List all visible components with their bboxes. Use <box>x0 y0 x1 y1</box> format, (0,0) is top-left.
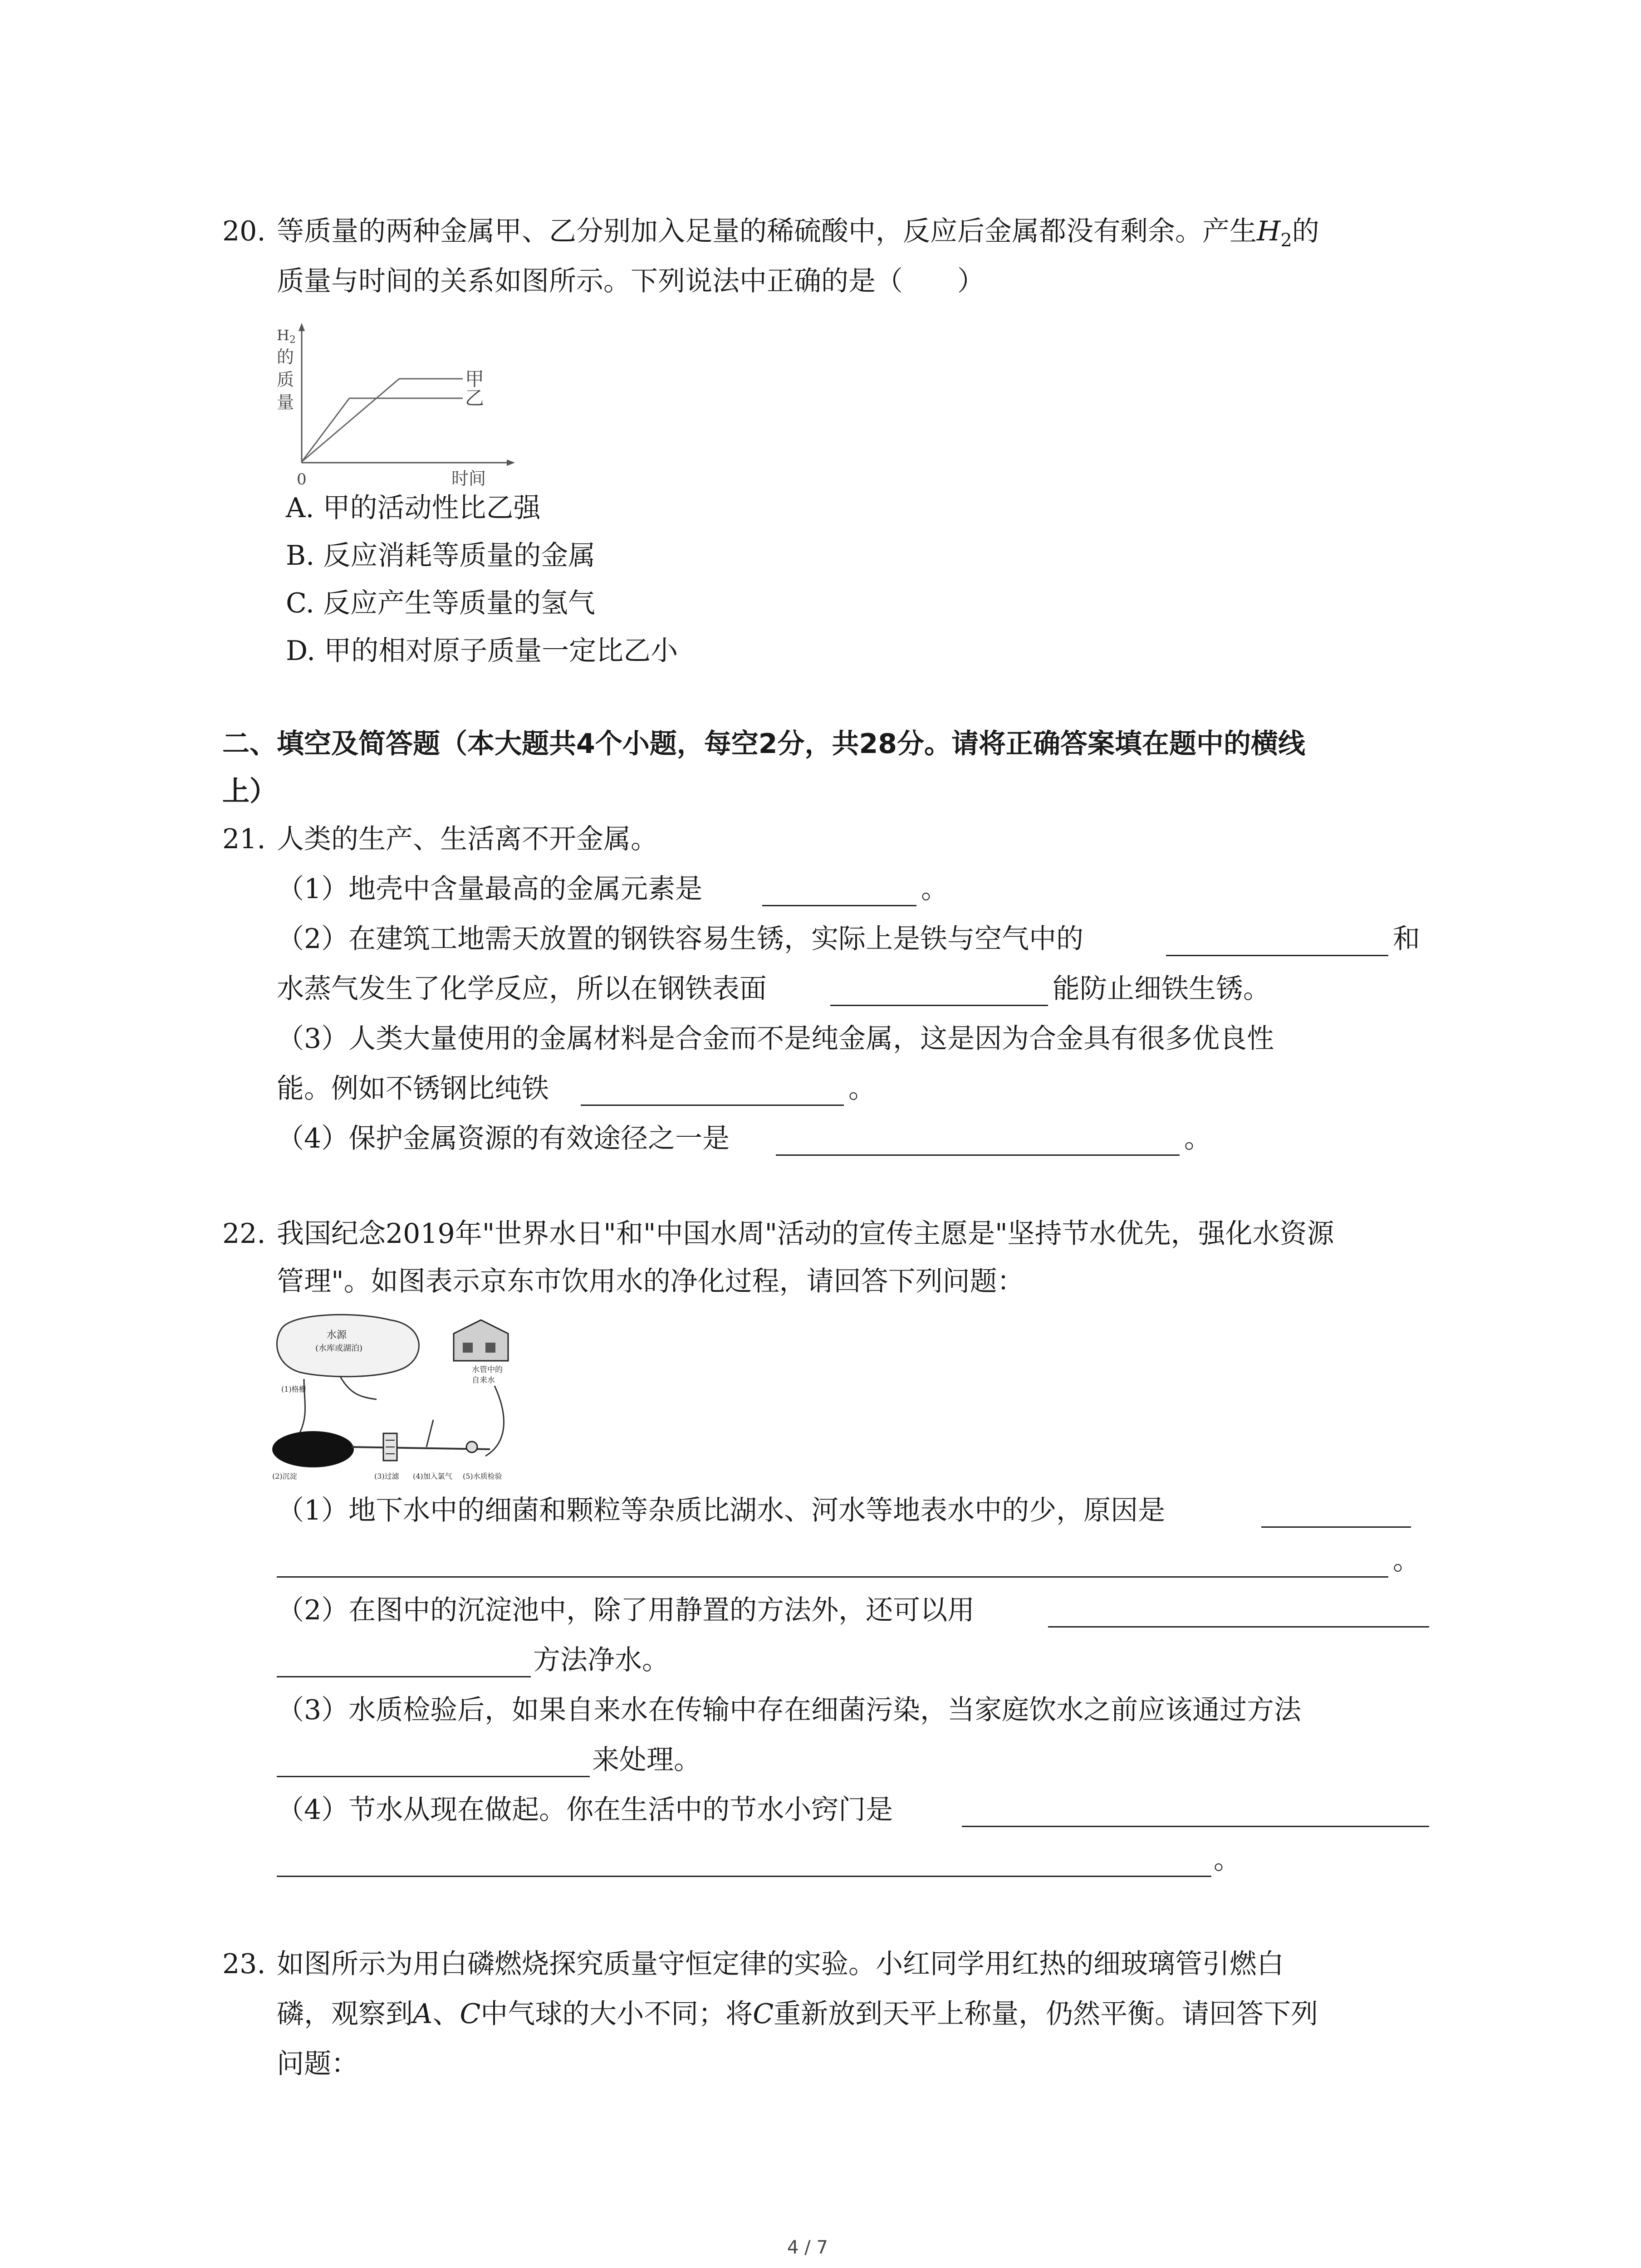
q22-p1-end: 。 <box>1393 1545 1420 1576</box>
q22-blank-3[interactable] <box>277 1776 590 1777</box>
y-axis-arrow <box>299 323 305 331</box>
house-window-1 <box>463 1343 473 1353</box>
q22-stem-line1: 我国纪念2019年"世界水日"和"中国水周"活动的宣传主愿是"坚持节水优先，强化水资源 <box>277 1218 1334 1250</box>
series-jia-label: 甲 <box>465 368 485 390</box>
q21-p1-end: 。 <box>921 873 948 905</box>
q22-blank-2a[interactable] <box>1048 1626 1429 1628</box>
y-label-h: H2 <box>277 327 296 346</box>
q21-stem: 人类的生产、生活离不开金属。 <box>277 823 658 855</box>
q22-blank-1a[interactable] <box>1261 1526 1411 1528</box>
q20-chart <box>272 318 526 499</box>
series-yi-label: 乙 <box>465 387 485 409</box>
section2-title-line2: 上） <box>222 776 277 807</box>
q21-blank-5[interactable] <box>776 1154 1180 1156</box>
q20-option-a: A. 甲的活动性比乙强 <box>286 492 541 524</box>
q21-blank-2[interactable] <box>1166 955 1388 956</box>
q22-figure <box>272 1311 526 1488</box>
source-label-1: 水源 <box>327 1330 347 1341</box>
q20-option-c: C. 反应产生等质量的氢气 <box>286 587 595 619</box>
q22-blank-1b[interactable] <box>277 1576 1388 1578</box>
house-window-2 <box>485 1343 495 1353</box>
q22-p1: （1）地下水中的细菌和颗粒等杂质比湖水、河水等地表水中的少，原因是 <box>277 1495 1166 1526</box>
q22-p3-a: （3）水质检验后，如果自来水在传输中存在细菌污染，当家庭饮水之前应该通过方法 <box>277 1694 1302 1726</box>
q22-p2-a: （2）在图中的沉淀池中，除了用静置的方法外，还可以用 <box>277 1594 975 1626</box>
q20-number: 20. <box>222 215 266 247</box>
step5-label: (5)水质检验 <box>463 1472 502 1481</box>
q21-p4: （4）保护金属资源的有效途径之一是 <box>277 1123 730 1154</box>
test-bottle <box>466 1442 477 1452</box>
q20-stem-line2: 质量与时间的关系如图所示。下列说法中正确的是（ ） <box>277 265 985 297</box>
step1-label: (1)格栅 <box>281 1385 306 1393</box>
q21-p1: （1）地壳中含量最高的金属元素是 <box>277 873 703 905</box>
x-label: 时间 <box>451 469 486 489</box>
q22-p2-b: 方法净水。 <box>533 1644 669 1676</box>
q22-blank-2b[interactable] <box>277 1676 531 1677</box>
q21-p4-end: 。 <box>1184 1123 1211 1154</box>
q22-blank-4b[interactable] <box>277 1876 1211 1877</box>
y-label-zhi: 质 <box>277 370 294 390</box>
q22-stem-line2: 管理"。如图表示京东市饮用水的净化过程，请回答下列问题： <box>277 1266 1024 1297</box>
source-label-2: (水库或湖泊) <box>315 1344 363 1353</box>
q23-line3: 问题： <box>277 2048 358 2080</box>
q22-p4: （4）节水从现在做起。你在生活中的节水小窍门是 <box>277 1794 893 1826</box>
y-label-liang: 量 <box>277 392 294 412</box>
q20-option-d: D. 甲的相对原子质量一定比乙小 <box>286 635 678 667</box>
q22-p4-end: 。 <box>1214 1844 1241 1876</box>
section2-title-line1: 二、填空及简答题（本大题共4个小题，每空2分，共28分。请将正确答案填在题中的横线 <box>222 728 1305 760</box>
q21-p2-a: （2）在建筑工地需天放置的钢铁容易生锈，实际上是铁与空气中的 <box>277 923 1084 955</box>
q21-p2-d: 能防止细铁生锈。 <box>1053 973 1270 1005</box>
page-number: 4 / 7 <box>787 2237 828 2258</box>
y-label-de: 的 <box>277 347 294 367</box>
q21-blank-3[interactable] <box>830 1005 1048 1006</box>
series-yi-line <box>302 398 463 462</box>
q22-number: 22. <box>222 1218 266 1250</box>
q21-number: 21. <box>222 823 266 855</box>
q21-p3-a: （3）人类大量使用的金属材料是合金而不是纯金属，这是因为合金具有很多优良性 <box>277 1023 1274 1055</box>
x-axis-arrow <box>507 459 515 466</box>
q21-blank-4[interactable] <box>581 1105 844 1106</box>
series-jia-line <box>302 379 463 462</box>
q23-line2: 磷，观察到A、C中气球的大小不同；将C重新放到天平上称量，仍然平衡。请回答下列 <box>277 1998 1318 2030</box>
origin-label: 0 <box>297 470 307 489</box>
q22-p3-b: 来处理。 <box>592 1744 701 1776</box>
q21-p2-b: 和 <box>1393 923 1420 955</box>
q21-p3-b: 能。例如不锈钢比纯铁 <box>277 1073 549 1105</box>
tap-label-1: 水管中的 <box>472 1365 503 1374</box>
q23-number: 23. <box>222 1948 266 1980</box>
tap-label-2: 自来水 <box>472 1376 495 1385</box>
step2-label: (2)沉淀 <box>272 1472 297 1481</box>
step3-label: (3)过滤 <box>374 1472 399 1481</box>
q22-blank-4a[interactable] <box>962 1826 1429 1827</box>
q23-line1: 如图所示为用白磷燃烧探究质量守恒定律的实验。小红同学用红热的细玻璃管引燃白 <box>277 1948 1284 1980</box>
q21-p3-end: 。 <box>848 1073 876 1105</box>
settling-tank <box>272 1431 354 1467</box>
q20-stem-line1: 等质量的两种金属甲、乙分别加入足量的稀硫酸中，反应后金属都没有剩余。产生$H_2$的 <box>277 215 1319 251</box>
q21-p2-c: 水蒸气发生了化学反应，所以在钢铁表面 <box>277 973 767 1005</box>
step4-label: (4)加入氯气 <box>413 1472 452 1481</box>
q20-option-b: B. 反应消耗等质量的金属 <box>286 540 596 572</box>
q21-blank-1[interactable] <box>762 905 916 906</box>
